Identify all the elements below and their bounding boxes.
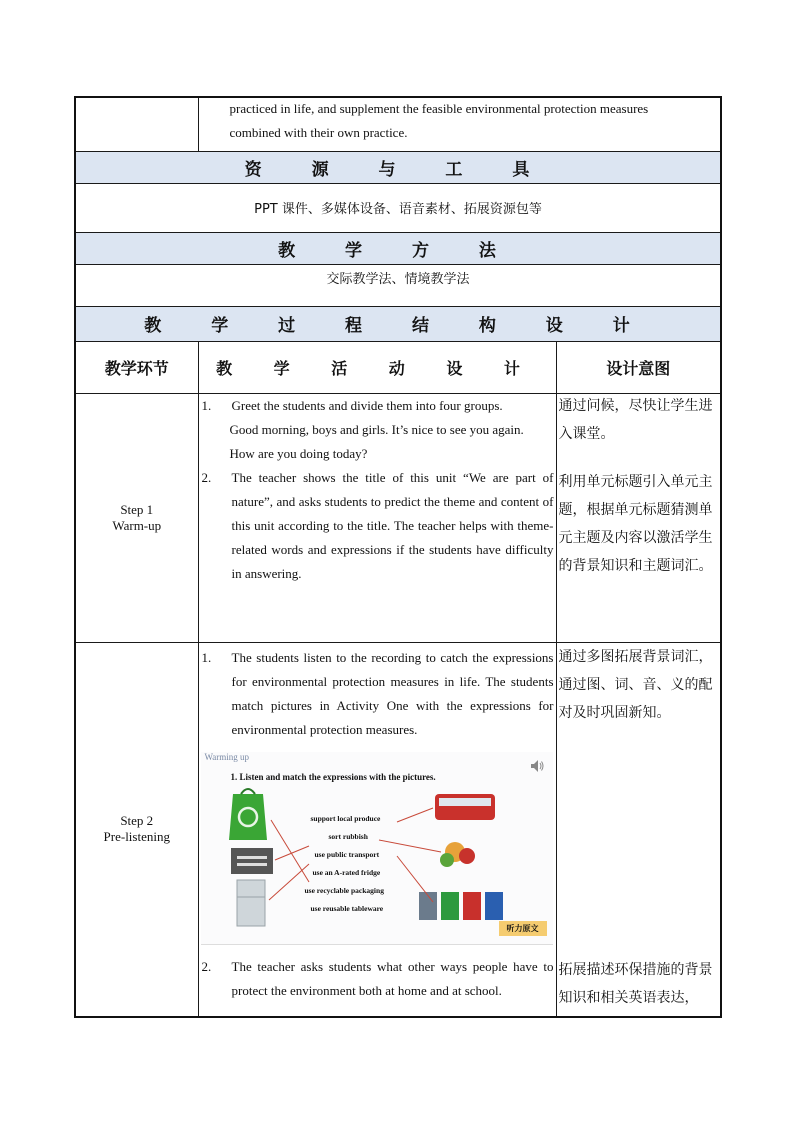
step2-row <box>75 642 721 1017</box>
step2-activity <box>198 642 556 1017</box>
step1-intent-1: 通过问候，尽快让学生进入课堂。 <box>558 397 713 442</box>
step1-title: Step 1 <box>120 501 154 517</box>
step1-greeting-1: Good morning, boys and girls. It’s nice to see you again. <box>229 421 524 437</box>
continuation-line-1: practiced in life, and supplement the feasible environmental protection measures <box>229 101 649 116</box>
document-page <box>74 96 720 1018</box>
matching-exercise-image <box>201 752 553 945</box>
col-header-activity: 教 学 活 动 设 计 <box>198 341 556 393</box>
step1-greeting-2: How are you doing today? <box>229 445 368 461</box>
phrase-3: use public transport <box>314 849 380 859</box>
step2-intent-1: 通过多图拓展背景词汇，通过图、词、音、义的配对及时巩固新知。 <box>558 648 713 721</box>
phrase-5: use recyclable packaging <box>304 885 384 895</box>
step1-subtitle: Warm-up <box>112 517 162 533</box>
recycle-bag-icon <box>229 789 267 840</box>
step1-intent <box>556 393 721 642</box>
empty-cell <box>75 97 198 151</box>
phrase-4: use an A-rated fridge <box>312 867 381 877</box>
col-header-intent: 设计意图 <box>556 341 721 393</box>
listening-script-tag: 听力原文 <box>499 921 547 936</box>
step2-label <box>75 642 198 1017</box>
step1-item-2: 2. The teacher shows the title of this unit “We are part of nature”, and asks students to predict the theme and content of this unit according to the title. The teacher helps with theme-related words and expressions if the students have difficulty in answering. <box>201 469 554 581</box>
continuation-row <box>75 97 721 151</box>
step2-intent <box>556 642 721 1017</box>
phrase-2: sort rubbish <box>328 831 368 841</box>
resources-content: PPT 课件、多媒体设备、语音素材、拓展资源包等 <box>75 183 721 232</box>
bus-icon <box>435 794 495 820</box>
continuation-cell <box>198 97 721 151</box>
process-heading: 教 学 过 程 结 构 设 计 <box>75 306 721 341</box>
step1-item-1: 1. Greet the students and divide them into four groups. <box>201 397 503 413</box>
step2-item-2: 2. The teacher asks students what other ways people have to protect the environment both at home and at school. <box>201 958 554 998</box>
figure-title: 1. Listen and match the expressions with the pictures. <box>230 771 436 782</box>
methods-heading: 教 学 方 法 <box>75 232 721 264</box>
lesson-plan-table <box>74 96 722 1018</box>
step1-intent-2: 利用单元标题引入单元主题，根据单元标题猜测单元主题及内容以激活学生的背景知识和主题词汇。 <box>558 473 713 574</box>
step2-intent-2: 拓展描述环保措施的背景知识和相关英语表达， <box>558 961 713 1006</box>
step2-subtitle: Pre-listening <box>103 829 170 845</box>
step2-title: Step 2 <box>120 813 154 829</box>
tableware-icon <box>231 848 273 874</box>
methods-content: 交际教学法、情境教学法 <box>75 264 721 306</box>
phrase-1: support local produce <box>310 813 381 823</box>
produce-icon <box>440 842 475 867</box>
continuation-line-2: combined with their own practice. <box>229 125 408 140</box>
figure-drawing <box>201 752 553 944</box>
step1-activity <box>198 393 556 642</box>
resources-heading: 资 源 与 工 具 <box>75 151 721 183</box>
step1-label <box>75 393 198 642</box>
column-header-row <box>75 341 721 393</box>
figure-top-text: Warming up <box>204 751 250 762</box>
step1-row <box>75 393 721 642</box>
phrase-6: use reusable tableware <box>310 903 384 913</box>
recycle-bins-icon <box>419 892 503 920</box>
step2-item-1: 1. The students listen to the recording to catch the expressions for environmental protection measures in life. The students match pictures in Activity One with the expressions for environmental protection measures. <box>201 649 554 737</box>
fridge-icon <box>237 880 265 926</box>
col-header-step: 教学环节 <box>75 341 198 393</box>
